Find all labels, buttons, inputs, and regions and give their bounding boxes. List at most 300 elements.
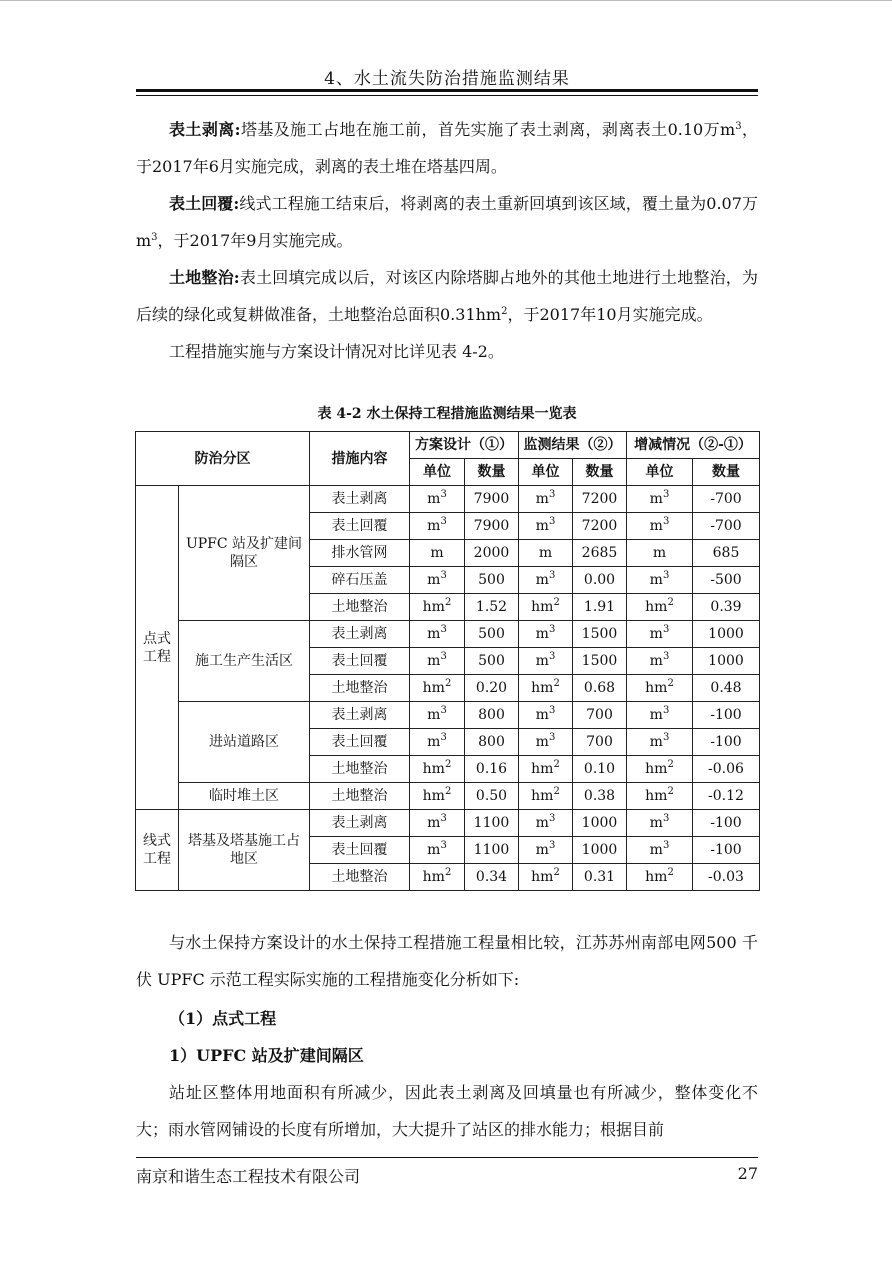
change-qty-cell [693, 702, 760, 729]
unit-superscript: 2 [667, 786, 674, 797]
plan-unit-cell [410, 513, 465, 540]
plan-unit-cell-text: m [427, 842, 441, 858]
unit-superscript: 2 [667, 597, 674, 608]
plan-qty-cell-text: 7900 [473, 518, 510, 534]
monitor-qty-cell-text: 0.31 [583, 869, 616, 885]
unit-superscript: 3 [440, 489, 447, 500]
monitor-unit-cell [519, 837, 573, 864]
monitor-unit-cell-text: m [538, 545, 553, 561]
unit-superscript: 2 [444, 786, 452, 797]
monitor-unit-cell-text: hm [531, 869, 554, 885]
plan-qty-cell-text: 500 [478, 572, 505, 588]
measure-cell [310, 486, 410, 513]
monitor-unit-cell-text: hm [531, 680, 554, 696]
unit-superscript: 3 [548, 489, 556, 500]
plan-unit-cell [410, 864, 465, 891]
measure-cell-text: 表土回覆 [331, 518, 388, 534]
plan-qty-cell [465, 621, 519, 648]
zone-cell: 临时堆土区 [179, 783, 310, 810]
unit-superscript: 3 [662, 624, 670, 635]
plan-qty-cell [465, 567, 519, 594]
zone-cell: 塔基及塔基施工占地区 [179, 810, 310, 891]
unit-superscript: 3 [662, 651, 670, 662]
plan-unit-cell-text: hm [422, 869, 445, 885]
table-row [136, 702, 760, 729]
monitoring-results-table [135, 431, 760, 891]
body-intro [136, 111, 758, 370]
monitor-unit-cell [519, 864, 573, 891]
change-qty-cell-text: 1000 [708, 653, 744, 669]
monitor-qty-cell-text: 1500 [581, 626, 618, 642]
group-cell: 点式工程 [136, 486, 179, 810]
zone-cell: UPFC 站及扩建间隔区 [179, 486, 310, 621]
monitor-qty-cell [573, 837, 627, 864]
change-qty-cell-text: 0.48 [710, 680, 742, 696]
monitor-qty-cell [573, 756, 627, 783]
plan-unit-cell-text: m [427, 707, 441, 723]
measure-cell-text: 表土回覆 [331, 842, 388, 858]
measure-cell [310, 594, 410, 621]
measure-cell [310, 864, 410, 891]
plan-qty-cell-text: 800 [478, 707, 505, 723]
monitor-unit-cell [519, 486, 573, 513]
plan-unit-cell-text: m [427, 518, 441, 534]
monitor-unit-cell-text: m [535, 815, 549, 831]
plan-unit-cell [410, 810, 465, 837]
change-unit-cell-text: m [652, 545, 667, 561]
plan-unit-cell [410, 594, 465, 621]
plan-qty-cell-text: 0.16 [475, 761, 508, 777]
monitor-qty-cell-text: 7200 [581, 518, 618, 534]
footer-rule [136, 1157, 758, 1158]
change-unit-cell [627, 486, 693, 513]
monitor-qty-cell [573, 513, 627, 540]
paragraph-table-reference: 工程措施实施与方案设计情况对比详见表 4-2。 [169, 342, 504, 361]
superscript: 3 [735, 121, 742, 132]
change-qty-cell [693, 783, 760, 810]
plan-qty-cell [465, 729, 519, 756]
plan-unit-cell [410, 621, 465, 648]
monitor-unit-cell [519, 540, 573, 567]
plan-qty-cell [465, 837, 519, 864]
monitor-qty-cell-text: 2685 [581, 545, 618, 561]
change-qty-cell-text: -0.12 [708, 788, 744, 804]
measure-cell [310, 810, 410, 837]
plan-qty-cell-text: 1100 [473, 815, 510, 831]
measure-cell-text: 土地整治 [331, 761, 388, 777]
unit-superscript: 2 [444, 678, 452, 689]
plan-unit-cell-text: m [427, 734, 441, 750]
measure-cell-text: 表土剥离 [331, 815, 388, 831]
measure-cell [310, 540, 410, 567]
change-qty-cell [693, 594, 760, 621]
plan-unit-cell [410, 675, 465, 702]
plan-qty-cell-text: 2000 [473, 545, 510, 561]
change-qty-cell-text: 0.39 [710, 599, 742, 615]
monitor-unit-cell [519, 594, 573, 621]
monitor-unit-cell-text: m [535, 653, 549, 669]
unit-superscript: 3 [548, 624, 556, 635]
measure-cell-text: 土地整治 [331, 599, 388, 615]
plan-qty-cell [465, 486, 519, 513]
table-header-row [136, 432, 760, 459]
paragraph-label: 土地整治: [169, 268, 240, 287]
table-row [136, 810, 760, 837]
plan-unit-cell [410, 756, 465, 783]
paragraph-label: 表土剥离: [169, 120, 241, 139]
monitor-qty-cell [573, 594, 627, 621]
measure-cell [310, 621, 410, 648]
change-qty-cell-text: -0.06 [708, 761, 744, 777]
change-qty-cell [693, 810, 760, 837]
change-unit-cell-text: hm [645, 788, 668, 804]
unit-superscript: 2 [444, 597, 452, 608]
monitor-qty-cell-text: 1500 [581, 653, 618, 669]
paragraph-comparison: 与水土保持方案设计的水土保持工程措施工程量相比较，江苏苏州南部电网500 千伏 UPFC 示范工程实际实施的工程措施变化分析如下: [136, 933, 758, 989]
unit-superscript: 3 [440, 705, 447, 716]
change-qty-cell-text: -100 [710, 842, 742, 858]
change-qty-cell-text: 685 [712, 545, 740, 561]
plan-unit-cell [410, 729, 465, 756]
paragraph-label: 表土回覆: [169, 194, 240, 213]
unit-superscript: 3 [662, 489, 670, 500]
change-qty-cell [693, 621, 760, 648]
change-unit-cell-text: m [649, 842, 663, 858]
monitor-qty-cell [573, 540, 627, 567]
change-unit-cell [627, 702, 693, 729]
monitor-qty-cell [573, 702, 627, 729]
change-qty-cell [693, 864, 760, 891]
change-qty-cell [693, 486, 760, 513]
zone-cell: 进站道路区 [179, 702, 310, 783]
change-unit-cell-text: m [649, 626, 663, 642]
change-unit-cell-text: hm [645, 869, 668, 885]
monitor-unit-cell-text: m [535, 707, 549, 723]
change-unit-cell [627, 621, 693, 648]
zone-cell: 施工生产生活区 [179, 621, 310, 702]
monitor-unit-cell-text: m [535, 842, 549, 858]
header-unit: 单位 [627, 459, 693, 486]
unit-superscript: 3 [440, 624, 447, 635]
paragraph-text: ，于2017年6月实施完成，剥离的表土堆在塔基四周。 [136, 120, 758, 176]
monitor-unit-cell [519, 567, 573, 594]
header-rule-thin [136, 95, 758, 96]
unit-superscript: 2 [444, 867, 452, 878]
change-qty-cell [693, 648, 760, 675]
measure-cell [310, 783, 410, 810]
heading-point-works: （1）点式工程 [169, 1009, 277, 1028]
monitor-qty-cell-text: 1000 [581, 842, 618, 858]
monitor-qty-cell [573, 810, 627, 837]
change-unit-cell [627, 648, 693, 675]
measure-cell-text: 表土回覆 [331, 734, 388, 750]
table-row [136, 783, 760, 810]
monitor-unit-cell [519, 702, 573, 729]
monitor-qty-cell-text: 7200 [581, 491, 618, 507]
change-qty-cell-text: -100 [710, 815, 742, 831]
change-qty-cell-text: -100 [710, 734, 742, 750]
header-measure: 措施内容 [310, 432, 410, 486]
monitor-unit-cell-text: m [535, 626, 549, 642]
change-qty-cell-text: -500 [710, 572, 742, 588]
change-qty-cell [693, 540, 760, 567]
plan-qty-cell [465, 756, 519, 783]
unit-superscript: 3 [440, 813, 447, 824]
superscript: 2 [501, 306, 508, 317]
table-row [136, 621, 760, 648]
unit-superscript: 3 [662, 570, 670, 581]
unit-superscript: 3 [662, 840, 670, 851]
unit-superscript: 2 [667, 867, 674, 878]
change-qty-cell [693, 729, 760, 756]
unit-superscript: 3 [662, 516, 670, 527]
table-caption: 表 4-2 水土保持工程措施监测结果一览表 [317, 406, 577, 422]
monitor-qty-cell-text: 700 [586, 734, 613, 750]
unit-superscript: 2 [667, 759, 674, 770]
body-analysis [136, 924, 758, 1148]
header-qty: 数量 [465, 459, 519, 486]
plan-unit-cell-text: m [427, 491, 441, 507]
change-unit-cell [627, 810, 693, 837]
change-unit-cell [627, 567, 693, 594]
plan-qty-cell [465, 540, 519, 567]
monitor-qty-cell-text: 0.68 [583, 680, 616, 696]
monitor-qty-cell [573, 486, 627, 513]
measure-cell [310, 837, 410, 864]
change-unit-cell [627, 756, 693, 783]
change-qty-cell [693, 567, 760, 594]
monitor-unit-cell [519, 648, 573, 675]
plan-qty-cell [465, 864, 519, 891]
change-unit-cell-text: m [649, 491, 663, 507]
paragraph-topsoil-backfill [136, 185, 758, 259]
plan-unit-cell-text: m [427, 815, 441, 831]
change-unit-cell [627, 783, 693, 810]
measure-cell-text: 表土剥离 [331, 626, 388, 642]
change-qty-cell-text: 1000 [708, 626, 744, 642]
monitor-unit-cell-text: m [535, 734, 549, 750]
unit-superscript: 2 [553, 597, 560, 608]
monitor-qty-cell-text: 700 [586, 707, 613, 723]
monitor-qty-cell-text: 0.38 [583, 788, 616, 804]
unit-superscript: 3 [548, 570, 556, 581]
unit-superscript: 3 [440, 651, 447, 662]
unit-superscript: 2 [553, 678, 560, 689]
header-zone: 防治分区 [136, 432, 310, 486]
plan-unit-cell [410, 648, 465, 675]
plan-unit-cell-text: hm [422, 761, 445, 777]
change-unit-cell-text: hm [645, 680, 668, 696]
unit-superscript: 2 [553, 867, 560, 878]
measure-cell [310, 567, 410, 594]
unit-superscript: 3 [548, 705, 556, 716]
table-body [136, 486, 760, 891]
change-qty-cell-text: -0.03 [708, 869, 744, 885]
measure-cell-text: 土地整治 [331, 680, 388, 696]
change-qty-cell-text: -700 [710, 491, 742, 507]
monitor-qty-cell [573, 864, 627, 891]
page-number: 27 [737, 1164, 758, 1183]
change-qty-cell [693, 675, 760, 702]
monitor-unit-cell-text: hm [531, 599, 554, 615]
paragraph-text: ，于2017年9月实施完成。 [157, 231, 353, 250]
change-qty-cell [693, 837, 760, 864]
paragraph-text: 线式工程施工结束后，将剥离的表土重新回填到该区域，覆土量为0.07万m [136, 194, 758, 250]
header-qty: 数量 [693, 459, 760, 486]
measure-cell-text: 土地整治 [331, 869, 388, 885]
monitor-qty-cell [573, 567, 627, 594]
change-unit-cell-text: m [649, 518, 663, 534]
change-unit-cell [627, 729, 693, 756]
unit-superscript: 3 [548, 732, 556, 743]
measure-cell [310, 756, 410, 783]
unit-superscript: 2 [553, 786, 560, 797]
footer-company: 南京和谐生态工程技术有限公司 [136, 1167, 361, 1186]
plan-qty-cell-text: 0.50 [475, 788, 508, 804]
monitor-unit-cell-text: m [535, 572, 549, 588]
header-plan: 方案设计（①） [410, 432, 519, 459]
plan-unit-cell [410, 783, 465, 810]
unit-superscript: 3 [440, 570, 447, 581]
change-unit-cell-text: hm [645, 761, 668, 777]
monitor-qty-cell [573, 621, 627, 648]
change-unit-cell [627, 675, 693, 702]
monitor-qty-cell-text: 0.10 [583, 761, 616, 777]
plan-qty-cell [465, 648, 519, 675]
paragraph-site-analysis: 站址区整体用地面积有所减少，因此表土剥离及回填量也有所减少，整体变化不大；雨水管网铺设的长度有所增加，大大提升了站区的排水能力；根据目前 [136, 1083, 758, 1139]
change-unit-cell [627, 864, 693, 891]
plan-qty-cell [465, 702, 519, 729]
header-unit: 单位 [410, 459, 465, 486]
plan-qty-cell [465, 675, 519, 702]
table-row [136, 486, 760, 513]
monitor-qty-cell [573, 675, 627, 702]
monitor-unit-cell-text: hm [531, 788, 554, 804]
measure-cell-text: 表土剥离 [331, 491, 388, 507]
plan-qty-cell-text: 0.20 [475, 680, 508, 696]
heading-upfc-zone: 1）UPFC 站及扩建间隔区 [169, 1046, 364, 1065]
header-rule-thick [136, 89, 758, 92]
change-unit-cell [627, 837, 693, 864]
change-qty-cell-text: -100 [710, 707, 742, 723]
measure-cell [310, 513, 410, 540]
plan-qty-cell [465, 783, 519, 810]
header-change: 增减情况（②-①） [627, 432, 760, 459]
plan-unit-cell-text: hm [422, 788, 445, 804]
plan-unit-cell-text: hm [422, 599, 445, 615]
monitor-qty-cell-text: 1000 [581, 815, 618, 831]
unit-superscript: 3 [662, 732, 670, 743]
monitor-unit-cell [519, 675, 573, 702]
header-monitor: 监测结果（②） [519, 432, 627, 459]
unit-superscript: 3 [548, 813, 556, 824]
group-cell: 线式工程 [136, 810, 179, 891]
plan-unit-cell [410, 837, 465, 864]
paragraph-topsoil-stripping [136, 111, 758, 185]
change-qty-cell [693, 756, 760, 783]
monitor-qty-cell [573, 729, 627, 756]
unit-superscript: 3 [440, 840, 447, 851]
unit-superscript: 2 [553, 759, 560, 770]
measure-cell [310, 702, 410, 729]
plan-unit-cell-text: m [427, 572, 441, 588]
change-unit-cell [627, 513, 693, 540]
paragraph-text: 塔基及施工占地在施工前，首先实施了表土剥离，剥离表土0.10万m [240, 120, 736, 139]
monitor-qty-cell [573, 648, 627, 675]
monitor-unit-cell [519, 756, 573, 783]
change-unit-cell-text: m [649, 815, 663, 831]
measure-cell [310, 648, 410, 675]
superscript: 3 [151, 232, 158, 243]
monitor-unit-cell-text: hm [531, 761, 554, 777]
plan-unit-cell-text: m [427, 653, 441, 669]
measure-cell-text: 碎石压盖 [331, 572, 388, 588]
unit-superscript: 3 [548, 840, 556, 851]
monitor-unit-cell-text: m [535, 518, 549, 534]
plan-qty-cell [465, 513, 519, 540]
plan-unit-cell-text: m [427, 626, 441, 642]
change-unit-cell-text: m [649, 734, 663, 750]
change-qty-cell [693, 513, 760, 540]
unit-superscript: 3 [662, 813, 670, 824]
monitor-unit-cell-text: m [535, 491, 549, 507]
plan-unit-cell [410, 567, 465, 594]
monitor-unit-cell [519, 810, 573, 837]
measure-cell [310, 729, 410, 756]
unit-superscript: 3 [548, 651, 556, 662]
measure-cell-text: 表土剥离 [331, 707, 388, 723]
measure-cell [310, 675, 410, 702]
change-unit-cell [627, 594, 693, 621]
plan-unit-cell-text: hm [422, 680, 445, 696]
unit-superscript: 3 [440, 516, 447, 527]
monitor-unit-cell [519, 729, 573, 756]
change-qty-cell-text: -700 [710, 518, 742, 534]
plan-qty-cell-text: 1100 [473, 842, 510, 858]
plan-qty-cell-text: 1.52 [475, 599, 508, 615]
unit-superscript: 3 [662, 705, 670, 716]
unit-superscript: 3 [548, 516, 556, 527]
unit-superscript: 2 [444, 759, 452, 770]
paragraph-land-rehab [136, 259, 758, 333]
unit-superscript: 2 [667, 678, 674, 689]
paragraph-text: ，于2017年10月实施完成。 [507, 305, 713, 324]
header-qty: 数量 [573, 459, 627, 486]
plan-unit-cell [410, 486, 465, 513]
measure-cell-text: 表土回覆 [331, 653, 388, 669]
monitor-qty-cell-text: 1.91 [583, 599, 616, 615]
plan-unit-cell-text: m [430, 545, 444, 561]
plan-qty-cell-text: 800 [478, 734, 505, 750]
header-unit: 单位 [519, 459, 573, 486]
plan-qty-cell [465, 810, 519, 837]
change-unit-cell-text: hm [645, 599, 668, 615]
monitor-unit-cell [519, 621, 573, 648]
change-unit-cell [627, 540, 693, 567]
page-top-border [0, 0, 892, 1]
monitor-unit-cell [519, 513, 573, 540]
paragraph-text: 表土回填完成以后，对该区内除塔脚占地外的其他土地进行土地整治，为后续的绿化或复耕做准备，土地整治总面积0.31hm [136, 268, 758, 324]
plan-qty-cell-text: 500 [478, 653, 505, 669]
plan-qty-cell [465, 594, 519, 621]
monitor-qty-cell-text: 0.00 [583, 572, 616, 588]
plan-qty-cell-text: 7900 [473, 491, 510, 507]
plan-qty-cell-text: 0.34 [475, 869, 508, 885]
change-unit-cell-text: m [649, 572, 663, 588]
monitor-qty-cell [573, 783, 627, 810]
change-unit-cell-text: m [649, 653, 663, 669]
unit-superscript: 3 [440, 732, 447, 743]
